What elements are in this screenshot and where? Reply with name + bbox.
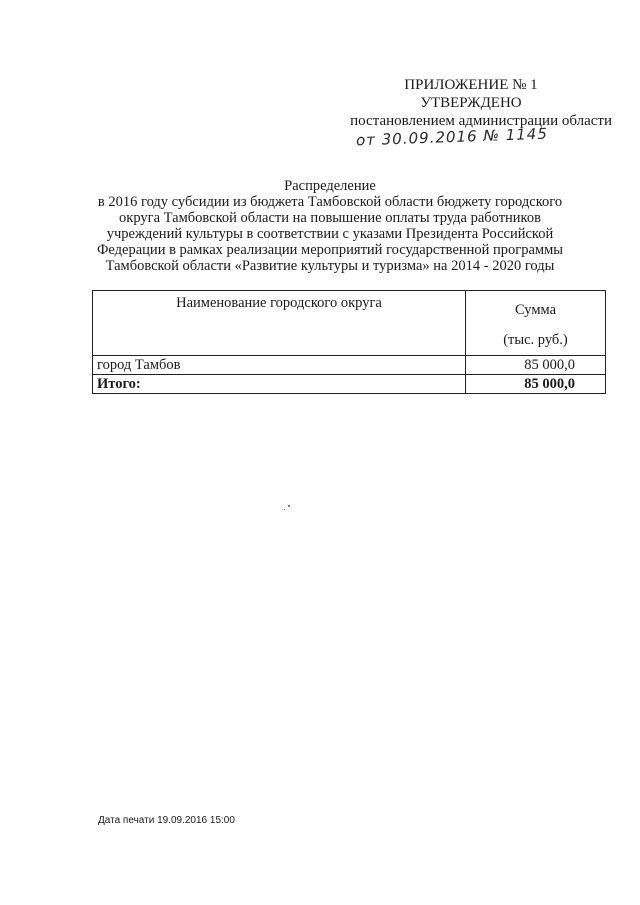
title-line: Федерации в рамках реализации мероприятий государственной программы	[96, 242, 564, 258]
total-label: Итого:	[93, 375, 466, 394]
header-sum	[466, 291, 606, 356]
document-title	[80, 178, 580, 274]
approved-by-text: постановлением администрации области	[350, 113, 612, 129]
table-header-row	[93, 291, 606, 356]
distribution-table	[92, 290, 606, 394]
title-line: учреждений культуры в соответствии с указами Президента Российской	[106, 226, 554, 242]
scan-speck	[284, 509, 285, 510]
title-line: в 2016 году субсидии из бюджета Тамбовской области бюджету городского	[97, 194, 563, 210]
title-line: Тамбовской области «Развитие культуры и туризма» на 2014 - 2020 годы	[105, 258, 555, 274]
row-sum: 85 000,0	[466, 356, 606, 375]
scan-speck	[288, 505, 290, 507]
table-total-row	[93, 375, 606, 394]
title-line: округа Тамбовской области на повышение оплаты труда работников	[119, 210, 541, 226]
title-heading: Распределение	[284, 178, 376, 194]
row-name: город Тамбов	[93, 356, 466, 375]
approved-label: УТВЕРЖДЕНО	[420, 95, 522, 111]
total-sum: 85 000,0	[466, 375, 606, 394]
header-sum-unit: (тыс. руб.)	[503, 332, 568, 348]
print-date: Дата печати 19.09.2016 15:00	[98, 815, 235, 826]
handwritten-reference: от 30.09.2016 № 1145	[355, 124, 549, 150]
approval-block	[330, 76, 612, 130]
header-sum-label: Сумма	[514, 302, 557, 318]
table-row	[93, 356, 606, 375]
header-name: Наименование городского округа	[93, 291, 466, 356]
annex-label: ПРИЛОЖЕНИЕ № 1	[404, 77, 538, 93]
